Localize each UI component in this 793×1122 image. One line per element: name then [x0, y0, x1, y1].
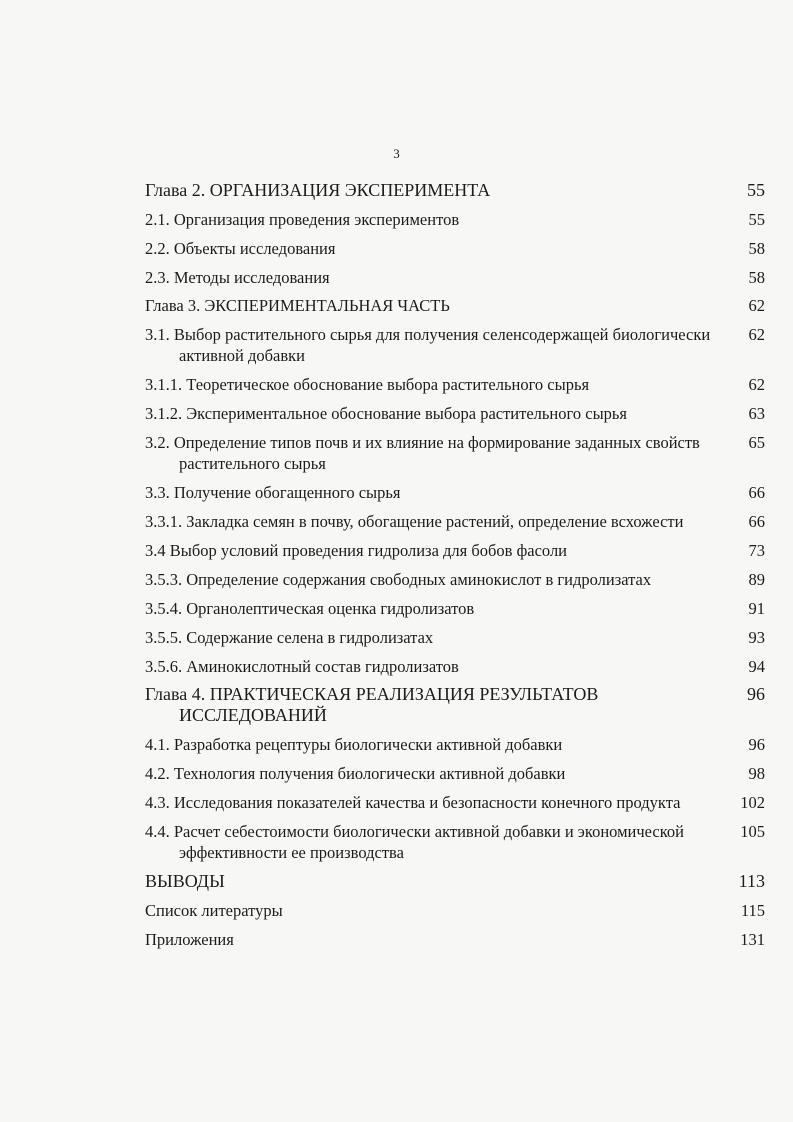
toc-entry: [145, 792, 765, 813]
toc-entry-title: Приложения: [145, 930, 234, 949]
toc-entry: [145, 871, 765, 892]
toc-entry-title: 3.5.3. Определение содержания свободных аминокислот в гидролизатах: [145, 570, 652, 589]
toc-entry-page: 55: [748, 210, 765, 229]
toc-entry-page: 115: [740, 901, 765, 920]
toc-entry-title: 3.3.1. Закладка семян в почву, обогащение растений, определение всхожести: [145, 512, 684, 531]
toc-entry: [145, 403, 765, 424]
toc-entry-page: 102: [740, 793, 765, 812]
toc-entry-title: 3.1.1. Теоретическое обоснование выбора растительного сырья: [145, 375, 590, 394]
toc-entry-page: 96: [747, 684, 765, 704]
page-number: 3: [393, 146, 400, 161]
toc-entry-title: 3.5.5. Содержание селена в гидролизатах: [145, 628, 434, 647]
toc-entry: [145, 374, 765, 395]
toc-entry-title: 3.4 Выбор условий проведения гидролиза для бобов фасоли: [145, 541, 568, 560]
toc-entry: [145, 763, 765, 784]
toc-entry-page: 96: [748, 735, 765, 754]
toc-entry: [145, 267, 765, 288]
toc-entry-page: 73: [748, 541, 765, 560]
toc-entry-title: 2.1. Организация проведения экспериментов: [145, 210, 460, 229]
toc-entry-title: Глава 4. ПРАКТИЧЕСКАЯ РЕАЛИЗАЦИЯ РЕЗУЛЬТАТОВ ИССЛЕДОВАНИЙ: [145, 684, 599, 725]
toc-entry-title: 4.4. Расчет себестоимости биологически активной добавки и экономической эффективности ее производства: [145, 822, 684, 862]
toc-entry-page: 58: [748, 239, 765, 258]
table-of-contents: [145, 180, 765, 958]
toc-entry: [145, 900, 765, 921]
toc-entry: [145, 598, 765, 619]
toc-entry-title: 4.2. Технология получения биологически активной добавки: [145, 764, 566, 783]
toc-entry-title: 3.5.4. Органолептическая оценка гидролизатов: [145, 599, 475, 618]
toc-entry-page: 113: [738, 871, 765, 891]
toc-entry: [145, 684, 765, 726]
toc-entry: [145, 295, 765, 316]
toc-entry-page: 58: [748, 268, 765, 287]
toc-entry-page: 98: [748, 764, 765, 783]
toc-entry-title: Глава 2. ОРГАНИЗАЦИЯ ЭКСПЕРИМЕНТА: [145, 180, 491, 200]
toc-entry-page: 66: [748, 483, 765, 502]
toc-entry-page: 65: [748, 433, 765, 452]
toc-entry: [145, 540, 765, 561]
toc-entry-page: 91: [748, 599, 765, 618]
toc-entry-title: ВЫВОДЫ: [145, 871, 225, 891]
toc-entry-title: 3.3. Получение обогащенного сырья: [145, 483, 401, 502]
toc-entry-page: 63: [748, 404, 765, 423]
toc-entry-title: 4.1. Разработка рецептуры биологически активной добавки: [145, 735, 563, 754]
toc-entry-page: 62: [748, 375, 765, 394]
toc-entry-page: 62: [748, 325, 765, 344]
toc-entry-title: Глава 3. ЭКСПЕРИМЕНТАЛЬНАЯ ЧАСТЬ: [145, 296, 450, 315]
toc-entry-page: 55: [747, 180, 765, 200]
toc-entry-page: 131: [740, 930, 765, 949]
toc-entry-title: 4.3. Исследования показателей качества и безопасности конечного продукта: [145, 793, 681, 812]
toc-entry-page: 89: [748, 570, 765, 589]
toc-entry-title: 2.2. Объекты исследования: [145, 239, 336, 258]
toc-entry: [145, 324, 765, 366]
toc-entry: [145, 209, 765, 230]
toc-entry-page: 62: [748, 296, 765, 315]
toc-entry-title: 3.1. Выбор растительного сырья для получения селенсодержащей биологически активной добавки: [145, 325, 711, 365]
toc-entry-page: 105: [740, 822, 765, 841]
toc-entry-page: 93: [748, 628, 765, 647]
toc-entry: [145, 569, 765, 590]
toc-entry-title: Список литературы: [145, 901, 283, 920]
toc-entry: [145, 734, 765, 755]
toc-entry-title: 2.3. Методы исследования: [145, 268, 330, 287]
toc-entry: [145, 929, 765, 950]
toc-entry-title: 3.2. Определение типов почв и их влияние на формирование заданных свойств растительного сырья: [145, 433, 700, 473]
toc-entry-page: 94: [748, 657, 765, 676]
toc-entry-page: 66: [748, 512, 765, 531]
toc-entry: [145, 482, 765, 503]
toc-entry: [145, 821, 765, 863]
toc-entry: [145, 627, 765, 648]
toc-entry-title: 3.1.2. Экспериментальное обоснование выбора растительного сырья: [145, 404, 628, 423]
toc-entry-title: 3.5.6. Аминокислотный состав гидролизатов: [145, 657, 459, 676]
toc-entry: [145, 180, 765, 201]
toc-entry: [145, 656, 765, 677]
toc-entry: [145, 432, 765, 474]
toc-entry: [145, 238, 765, 259]
toc-entry: [145, 511, 765, 532]
